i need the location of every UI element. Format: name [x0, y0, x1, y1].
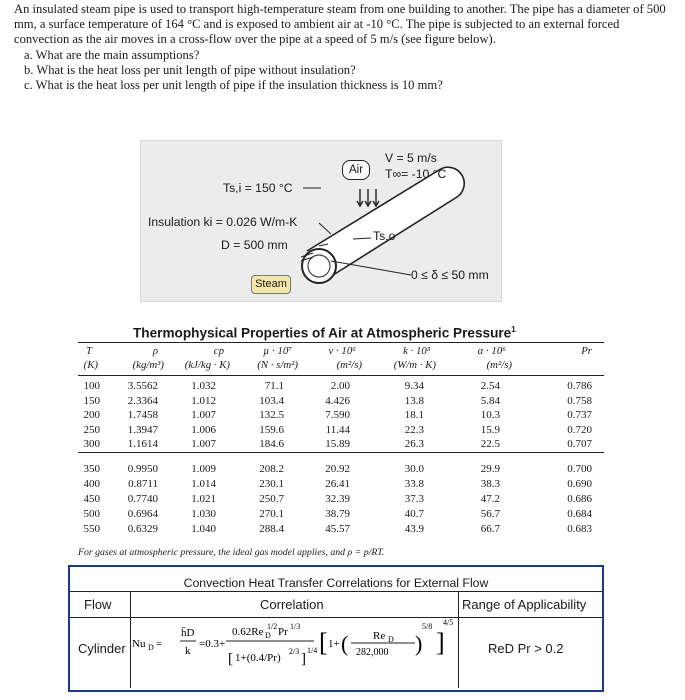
title-footnote-mark: 1 [511, 325, 516, 334]
table-cell: 1.7458 [127, 409, 158, 421]
table-cell: 0.683 [567, 523, 592, 535]
table-cell: 32.39 [325, 493, 350, 505]
table-cell: 1.3947 [127, 423, 158, 436]
column-unit: (W/m · K) [393, 359, 436, 371]
table-cell: 30.0 [404, 463, 424, 475]
column-header: k · 10³ [403, 345, 430, 357]
table-cell: 38.79 [325, 508, 350, 520]
svg-text:D: D [148, 643, 154, 652]
table-cell: 0.686 [567, 493, 592, 505]
table-cell: 132.5 [259, 409, 284, 421]
table-footnote: For gases at atmospheric pressure, the ideal gas model applies, and ρ = p/RT. [78, 547, 385, 558]
question-b: b. What is the heat loss per unit length of pipe without insulation? [24, 62, 356, 77]
svg-text:Pr: Pr [278, 626, 288, 638]
svg-text:5/8: 5/8 [422, 622, 433, 631]
table-cell: 103.4 [259, 394, 284, 407]
cylinder-range: ReD Pr > 0.2 [488, 641, 564, 656]
problem-text-block [14, 2, 674, 93]
column-unit: (N · s/m²) [257, 359, 298, 371]
table-cell: 0.707 [567, 438, 592, 450]
churchill-bernstein-equation [70, 567, 598, 687]
table-cell: 1.021 [191, 493, 216, 505]
table-cell: 0.6964 [127, 508, 158, 520]
column-unit: (K) [83, 359, 98, 371]
svg-text:D: D [265, 631, 271, 640]
table-cell: 2.3364 [127, 394, 158, 407]
table-cell: 5.84 [480, 394, 500, 407]
table-cell: 26.3 [404, 438, 424, 450]
correlation-table-title: Convection Heat Transfer Correlations for External Flow [183, 576, 489, 590]
table-cell: 350 [83, 463, 100, 475]
table-cell: 1.009 [191, 463, 216, 475]
table-cell: 270.1 [259, 508, 284, 520]
table-cell: 208.2 [259, 463, 284, 475]
table-cell: 250.7 [259, 493, 284, 505]
insulation-label: Insulation ki = 0.026 W/m-K [148, 215, 298, 229]
column-header: α · 10⁶ [477, 345, 506, 357]
svg-text:2/3: 2/3 [289, 647, 300, 656]
svg-text:[: [ [228, 651, 233, 667]
table-cell: 13.8 [404, 394, 424, 407]
table-cell: 550 [83, 523, 100, 535]
column-unit: (m²/s) [336, 359, 362, 371]
table-cell: 3.5562 [127, 380, 158, 392]
column-unit: (kg/m³) [132, 359, 164, 371]
flow-column-header: Flow [84, 597, 112, 612]
column-header: cp [213, 345, 224, 357]
table-cell: 56.7 [480, 508, 500, 520]
ambient-temperature-label: T∞= -10 °C [385, 167, 447, 181]
air-label: Air [342, 160, 370, 180]
svg-text:1/2: 1/2 [267, 622, 278, 631]
table-cell: 4.426 [325, 394, 350, 407]
table-cell: 40.7 [404, 508, 424, 520]
table-cell: 450 [83, 493, 100, 505]
table-cell: 0.720 [567, 423, 592, 436]
svg-text:0.62Re: 0.62Re [232, 626, 264, 638]
table-cell: 0.690 [567, 478, 592, 490]
table-cell: 29.9 [480, 463, 500, 475]
correlation-column-header: Correlation [260, 597, 324, 612]
table-cell: 0.7740 [127, 493, 158, 505]
table-cell: 22.3 [404, 423, 424, 436]
table-cell: 184.6 [259, 438, 284, 450]
table-cell: 38.3 [480, 478, 500, 490]
table-cell: 0.786 [567, 380, 592, 392]
table-cell: 71.1 [264, 380, 284, 392]
table-cell: 100 [83, 380, 100, 392]
svg-text:k: k [185, 645, 191, 657]
svg-text:): ) [415, 631, 423, 656]
table-cell: 0.8711 [128, 478, 158, 490]
pipe-inner-end [308, 255, 330, 277]
table-cell: 10.3 [480, 409, 500, 421]
column-header: T [85, 345, 92, 357]
table-cell: 500 [83, 508, 100, 520]
table-cell: 288.4 [259, 523, 284, 535]
air-flow-arrows [357, 189, 379, 206]
table-cell: 400 [83, 478, 100, 490]
thickness-range-label: 0 ≤ δ ≤ 50 mm [411, 268, 489, 282]
table-cell: 0.700 [567, 463, 592, 475]
svg-text:1/4: 1/4 [307, 646, 318, 655]
table-cell: 47.2 [480, 493, 500, 505]
table-cell: 230.1 [259, 478, 284, 490]
svg-text:]: ] [436, 628, 445, 657]
table-cell: 15.9 [480, 423, 500, 436]
column-unit: (m²/s) [486, 359, 512, 371]
table-cell: 26.41 [325, 478, 350, 490]
outer-surface-temperature-label: Ts,o [373, 229, 396, 243]
pipe-figure [140, 140, 502, 302]
table-cell: 1.032 [191, 380, 216, 392]
table-cell: 15.89 [325, 438, 350, 450]
svg-text:=0.3+: =0.3+ [199, 638, 226, 650]
svg-text:=: = [156, 638, 163, 650]
table-cell: 66.7 [480, 523, 500, 535]
table-cell: 0.684 [567, 508, 592, 520]
svg-text:h̄D: h̄D [181, 627, 195, 639]
svg-text:1+: 1+ [328, 638, 340, 650]
column-unit: (kJ/kg · K) [184, 359, 230, 371]
table-cell: 1.007 [191, 438, 216, 450]
table-cell: 0.9950 [127, 463, 158, 475]
table-cell: 43.9 [404, 523, 424, 535]
table-cell: 0.758 [567, 394, 592, 407]
svg-text:1+(0.4/Pr): 1+(0.4/Pr) [235, 652, 281, 664]
table-cell: 150 [83, 394, 100, 407]
property-table-title: Thermophysical Properties of Air at Atmospheric Pressure$^1$ [133, 325, 516, 341]
problem-statement: An insulated steam pipe is used to transport high-temperature steam from one building to another. The pipe has a diameter of 500 mm, a surface temperature of 164 °C and is exposed to ambient air at -10 °C. The pipe is subjected to an external forced convection as the air moves in a cross-flow over the pipe at a speed of 5 m/s (see figure below). [14, 2, 666, 47]
velocity-label: V = 5 m/s [385, 151, 437, 165]
table-cell: 1.014 [191, 478, 216, 490]
table-cell: 2.00 [330, 380, 350, 392]
table-cell: 200 [83, 409, 100, 421]
table-cell: 2.54 [480, 380, 500, 392]
steam-label: Steam [251, 275, 291, 294]
table-cell: 18.1 [404, 409, 424, 421]
column-header: Pr [581, 345, 592, 357]
question-c: c. What is the heat loss per unit length of pipe if the insulation thickness is 10 mm? [24, 78, 443, 93]
table-cell: 7.590 [325, 409, 350, 421]
table-cell: 159.6 [259, 423, 284, 436]
question-a: a. What are the main assumptions? [24, 47, 200, 62]
column-header: ν · 10⁶ [328, 345, 356, 357]
table-cell: 11.44 [325, 423, 350, 436]
table-cell: 33.8 [404, 478, 424, 490]
correlation-table [68, 565, 604, 692]
nusselt-symbol: Nu [132, 638, 146, 650]
svg-text:1/3: 1/3 [290, 622, 301, 631]
svg-text:282,000: 282,000 [356, 647, 389, 658]
svg-text:4/5: 4/5 [443, 618, 454, 627]
column-header: ρ [152, 345, 158, 357]
inner-surface-temperature-label: Ts,i = 150 °C [223, 181, 293, 195]
diameter-label: D = 500 mm [221, 238, 288, 252]
table-cell: 1.040 [191, 523, 216, 535]
table-cell: 0.6329 [127, 523, 158, 535]
range-column-header: Range of Applicability [462, 597, 587, 612]
air-property-table [78, 342, 604, 548]
table-cell: 1.007 [191, 409, 216, 421]
svg-text:]: ] [301, 651, 306, 667]
column-header: µ · 10⁷ [263, 345, 292, 357]
svg-text:D: D [388, 635, 394, 644]
cylinder-row-label: Cylinder [78, 641, 126, 656]
table-cell: 9.34 [404, 380, 424, 392]
table-cell: 250 [83, 423, 100, 436]
table-cell: 1.012 [191, 394, 216, 407]
svg-text:[: [ [319, 628, 328, 657]
table-cell: 1.006 [191, 423, 216, 436]
svg-text:Re: Re [373, 630, 386, 642]
table-cell: 1.030 [191, 508, 216, 520]
table-cell: 20.92 [325, 463, 350, 475]
table-cell: 300 [83, 438, 100, 450]
table-cell: 1.1614 [127, 438, 158, 450]
table-cell: 45.57 [325, 523, 350, 535]
svg-text:(: ( [341, 631, 349, 656]
table-cell: 37.3 [404, 493, 424, 505]
table-cell: 0.737 [567, 409, 592, 421]
table-cell: 22.5 [480, 438, 500, 450]
